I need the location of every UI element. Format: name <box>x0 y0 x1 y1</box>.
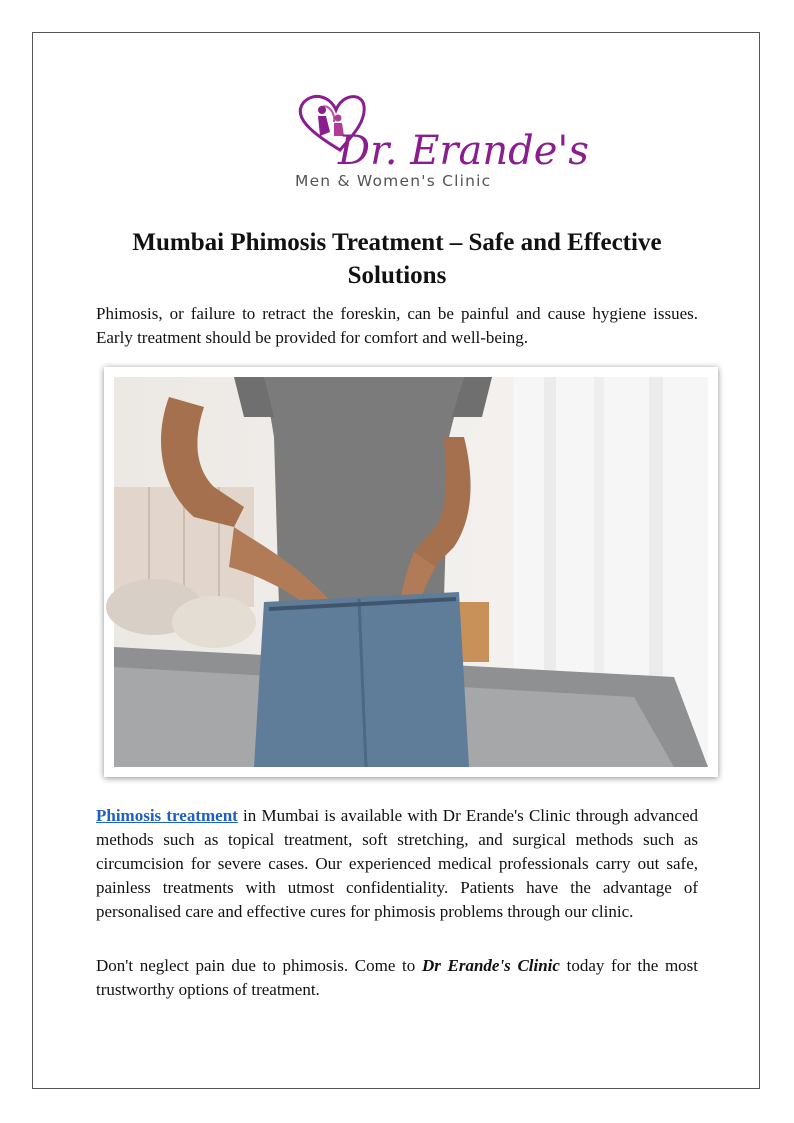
intro-paragraph: Phimosis, or failure to retract the foreskin, can be painful and cause hygiene issues. Early treatment should be provided for comfort and well-being. <box>96 304 698 347</box>
photo-frame <box>104 367 718 777</box>
logo-name: Dr. Erande's <box>338 128 589 174</box>
article-photo <box>114 377 708 767</box>
closing-text-after: today for the most trustworthy options of treatment. <box>96 956 699 999</box>
logo-tagline: Men & Women's Clinic <box>295 172 492 190</box>
closing-text-before: Don't neglect pain due to phimosis. Come to <box>96 956 422 975</box>
body-paragraph-text: in Mumbai is available with Dr Erande's Clinic through advanced methods such as topical treatment, soft stretching, and surgical methods such as circumcision for severe cases. Our experienced medical professionals carry out safe, painless treatments with utmost confidentiality. Patients have the advantage of personalised care and effective cures for phimosis problems through our clinic. <box>96 806 698 921</box>
phimosis-treatment-link[interactable]: Phimosis treatment <box>96 806 238 825</box>
closing-paragraph <box>96 954 698 1002</box>
clinic-name: Dr Erande's Clinic <box>421 956 560 975</box>
page-title: Mumbai Phimosis Treatment – Safe and Effective Solutions <box>132 229 662 289</box>
man-in-bedroom-illustration <box>114 377 708 767</box>
clinic-logo <box>290 92 589 194</box>
body-paragraph <box>96 804 698 924</box>
